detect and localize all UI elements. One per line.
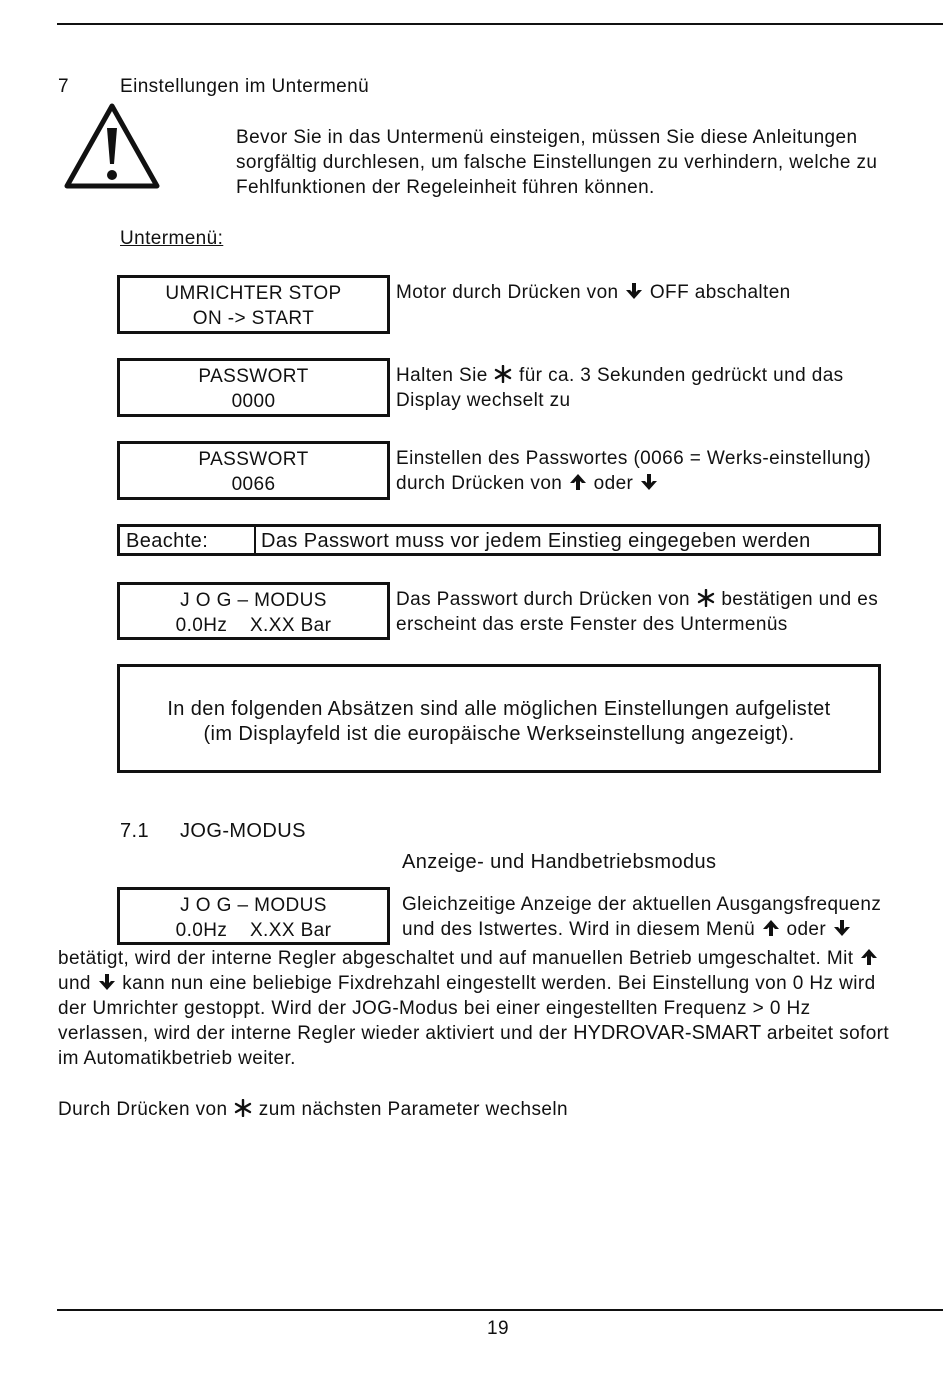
display-line-2: ON -> START — [192, 308, 315, 329]
desc-text: für ca. 3 Sekunden gedrückt und das — [513, 365, 844, 386]
note-label: Beachte: — [126, 530, 209, 552]
next-parameter-text — [58, 1097, 568, 1122]
jog-text: betätigt, wird der interne Regler abgeschaltet und auf manuellen Betrieb umgeschaltet. Mit — [58, 948, 860, 969]
jog-text-line: im Automatikbetrieb weiter. — [58, 1048, 296, 1069]
arrow-up-icon — [568, 473, 588, 491]
desc-text: OFF abschalten — [644, 282, 791, 303]
desc-text: Einstellen des Passwortes (0066 = Werks-einstellung) — [396, 448, 872, 469]
warning-triangle-icon — [63, 100, 161, 196]
page-number: 19 — [487, 1318, 509, 1339]
display-line-1: J O G – MODUS — [180, 895, 327, 916]
arrow-down-icon — [97, 973, 117, 991]
arrow-down-icon — [624, 282, 644, 300]
subsection-number: 7.1 — [120, 820, 150, 842]
display-line-2: 0000 — [231, 391, 276, 412]
desc-text: bestätigen und es — [715, 589, 879, 610]
arrow-up-icon — [761, 919, 781, 937]
desc-text: Halten Sie — [396, 365, 494, 386]
warning-line: Fehlfunktionen der Regeleinheit führen können. — [236, 177, 655, 198]
warning-line: Bevor Sie in das Untermenü einsteigen, müssen Sie diese Anleitungen — [236, 127, 858, 148]
display-line-1: PASSWORT — [198, 449, 309, 470]
arrow-up-icon — [859, 948, 879, 966]
display-screen-passwort-0000 — [117, 358, 390, 417]
screen-description — [396, 587, 878, 637]
info-line-1: In den folgenden Absätzen sind alle möglichen Einstellungen aufgelistet — [167, 698, 831, 720]
asterisk-icon — [493, 365, 513, 383]
warning-text — [236, 125, 877, 200]
asterisk-icon — [233, 1099, 253, 1117]
submenu-heading: Untermenü: — [120, 228, 224, 249]
display-line-1: UMRICHTER STOP — [165, 283, 342, 304]
desc-text: Das Passwort durch Drücken von — [396, 589, 696, 610]
warning-line: sorgfältig durchlesen, um falsche Einstellungen zu verhindern, welche zu — [236, 152, 878, 173]
section-number: 7 — [58, 76, 69, 97]
next-text: zum nächsten Parameter wechseln — [253, 1099, 568, 1120]
footer-rule — [57, 1309, 943, 1311]
section-title: Einstellungen im Untermenü — [120, 76, 370, 97]
desc-text: Display wechselt zu — [396, 390, 571, 411]
jog-text: und des Istwertes. Wird in diesem Menü — [402, 919, 761, 940]
info-line-2: (im Displayfeld ist die europäische Werkseinstellung angezeigt). — [203, 723, 795, 745]
jog-text-line — [58, 1021, 889, 1046]
display-screen-umrichter — [117, 275, 390, 334]
asterisk-icon — [696, 589, 716, 607]
desc-text: oder — [587, 473, 639, 494]
jog-text: oder — [780, 919, 832, 940]
display-screen-jog-modus-2 — [117, 887, 390, 945]
desc-text: Motor durch Drücken von — [396, 282, 625, 303]
jog-text: verlassen, wird der interne Regler wieder aktiviert und der — [58, 1023, 574, 1044]
jog-text-line: Gleichzeitige Anzeige der aktuellen Ausgangsfrequenz — [402, 894, 882, 915]
display-line-1: J O G – MODUS — [180, 590, 327, 611]
brand-name: HYDROVAR-SMART — [573, 1022, 762, 1044]
note-box — [117, 524, 881, 556]
next-text: Durch Drücken von — [58, 1099, 234, 1120]
desc-text: durch Drücken von — [396, 473, 568, 494]
note-text: Das Passwort muss vor jedem Einstieg eingegeben werden — [261, 530, 811, 552]
screen-description — [396, 446, 871, 496]
arrow-down-icon — [639, 473, 659, 491]
display-line-2: 0.0Hz X.XX Bar — [175, 920, 332, 941]
jog-text: und — [58, 973, 97, 994]
jog-text-line: der Umrichter gestoppt. Wird der JOG-Modus bei einer eingestellten Frequenz > 0 Hz — [58, 998, 811, 1019]
display-screen-passwort-0066 — [117, 441, 390, 500]
display-line-2: 0066 — [231, 474, 276, 495]
desc-text: erscheint das erste Fenster des Untermenüs — [396, 614, 788, 635]
note-divider — [254, 527, 256, 553]
jog-text-line — [402, 917, 852, 942]
jog-text-line — [58, 946, 879, 971]
screen-description — [396, 280, 791, 305]
display-line-2: 0.0Hz X.XX Bar — [175, 615, 332, 636]
subsection-title: JOG-MODUS — [180, 820, 306, 842]
jog-text: arbeitet sofort — [761, 1023, 890, 1044]
display-screen-jog-modus — [117, 582, 390, 640]
screen-description — [396, 363, 844, 413]
display-line-1: PASSWORT — [198, 366, 309, 387]
arrow-down-icon — [832, 919, 852, 937]
jog-text: kann nun eine beliebige Fixdrehzahl eingestellt werden. Bei Einstellung von 0 Hz wird — [116, 973, 876, 994]
jog-text-line — [58, 971, 876, 996]
header-rule — [57, 23, 943, 25]
subsection-subtitle: Anzeige- und Handbetriebsmodus — [402, 851, 717, 873]
info-box — [117, 664, 881, 773]
